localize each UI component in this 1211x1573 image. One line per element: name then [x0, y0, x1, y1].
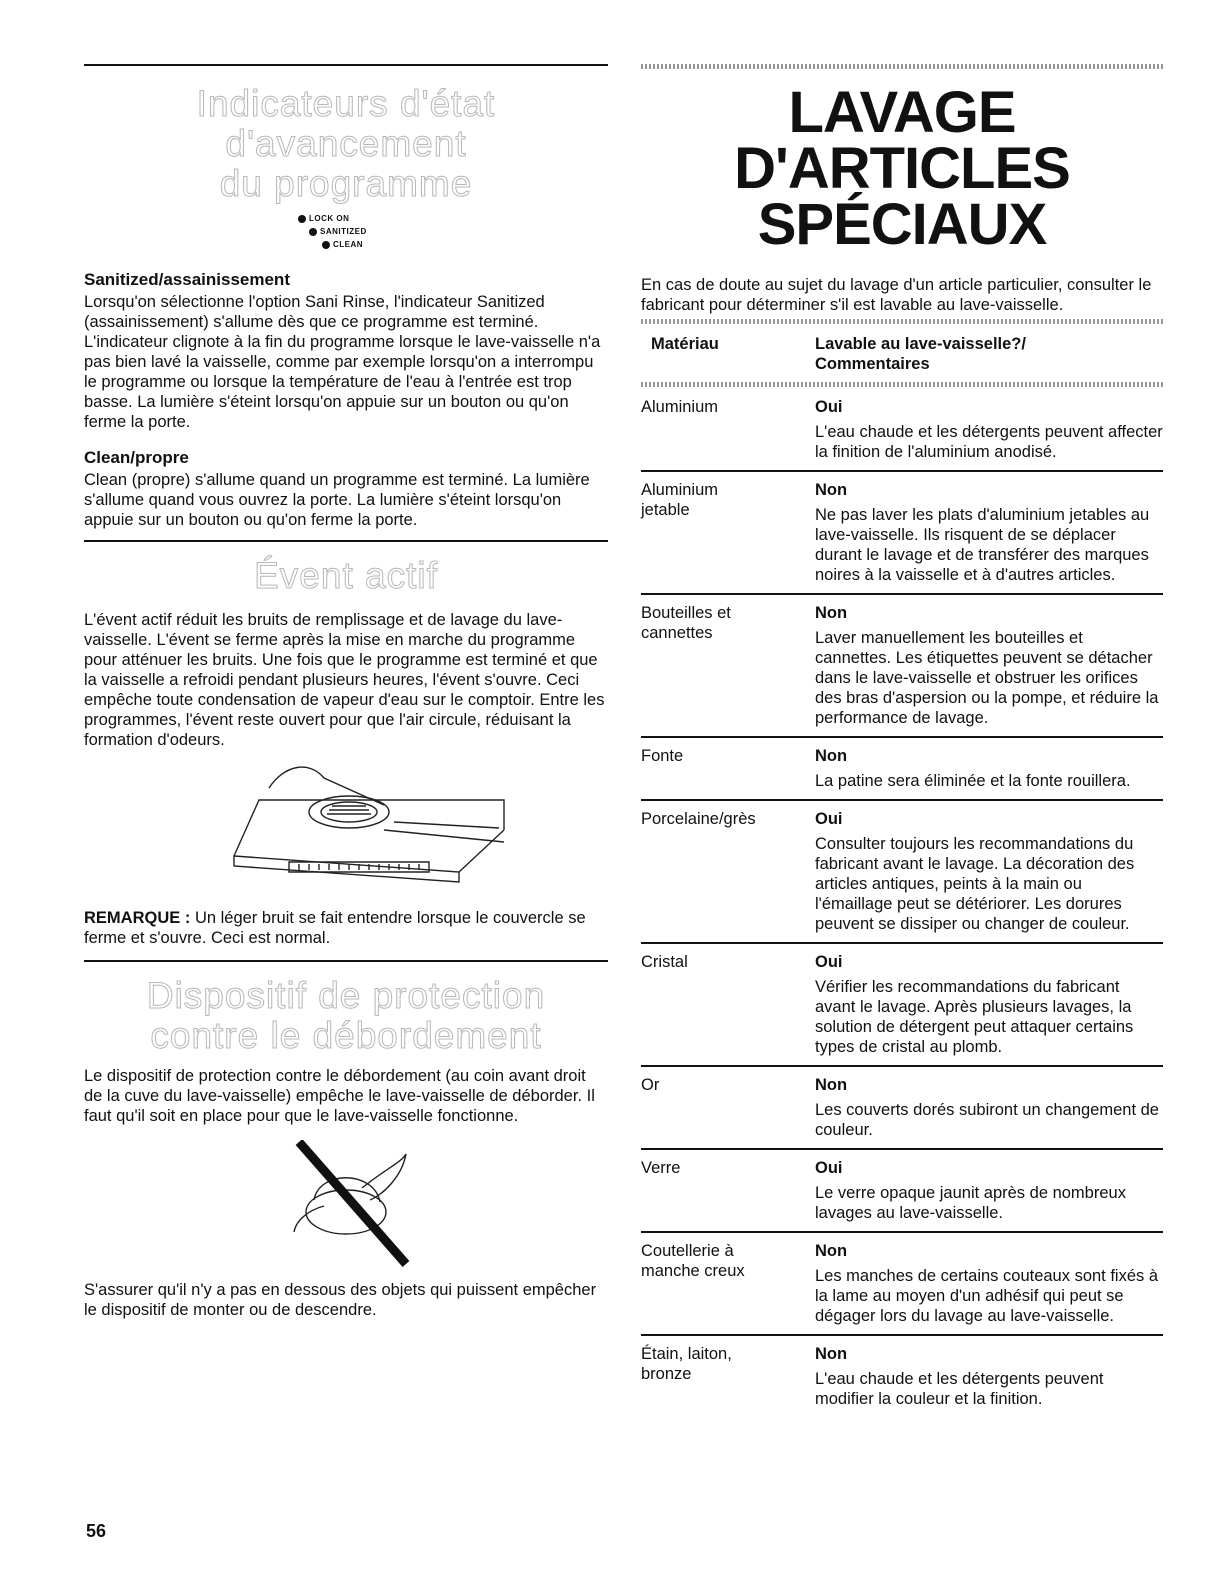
- table-row: [641, 1148, 1163, 1231]
- vent-illustration: [84, 760, 608, 900]
- overflow-text: Le dispositif de protection contre le débordement (au coin avant droit de la cuve du lave-vaisselle) empêche le lave-vaisselle de déborder. Il faut qu'il soit en place pour que le lave-vaisselle fonctionne.: [84, 1067, 595, 1125]
- comment-cell: [815, 480, 1163, 585]
- table-row: [641, 1231, 1163, 1334]
- indicator-dot-icon: [298, 215, 306, 223]
- verdict: Non: [815, 1076, 848, 1094]
- column-header-material: Matériau: [651, 335, 719, 353]
- column-header-washable: [815, 334, 1163, 374]
- table-header: [641, 324, 1163, 382]
- top-rule-right: [641, 64, 1163, 69]
- material-cell: Bouteilles et cannettes: [641, 604, 731, 642]
- material-cell: Porcelaine/grès: [641, 810, 756, 828]
- page-number: 56: [86, 1521, 107, 1541]
- material-cell: Fonte: [641, 747, 684, 765]
- verdict: Oui: [815, 1159, 843, 1177]
- section-divider: [84, 540, 608, 542]
- verdict: Non: [815, 747, 848, 765]
- overflow-note: S'assurer qu'il n'y a pas en dessous des objets qui puissent empêcher le dispositif de monter ou de descendre.: [84, 1281, 597, 1319]
- section-title-line: Indicateurs d'état d'avancement: [196, 83, 496, 164]
- right-column: [641, 64, 1163, 1417]
- overflow-illustration: [84, 1140, 608, 1270]
- indicator-label: CLEAN: [333, 240, 364, 249]
- table-row: [641, 1065, 1163, 1148]
- table-row: [641, 736, 1163, 799]
- comment-text: Les couverts dorés subiront un changement de couleur.: [815, 1101, 1159, 1139]
- comment-text: L'eau chaude et les détergents peuvent affecter la finition de l'aluminium anodisé.: [815, 423, 1163, 461]
- verdict: Oui: [815, 398, 843, 416]
- indicator-dot-icon: [322, 241, 330, 249]
- clean-heading: Clean/propre: [84, 448, 189, 467]
- table-row: [641, 470, 1163, 593]
- vent-drawing: [84, 760, 608, 900]
- indicator-label: SANITIZED: [320, 227, 367, 236]
- comment-text: Laver manuellement les bouteilles et cannettes. Les étiquettes peuvent se détacher dans le lave-vaisselle et obstruer les orifices des bras d'aspersion ou la pompe, et réduire la performance de lavage.: [815, 629, 1159, 727]
- indicator-label: LOCK ON: [309, 214, 350, 223]
- comment-cell: [815, 1158, 1163, 1223]
- comment-text: Ne pas laver les plats d'aluminium jetables au lave-vaisselle. Ils risquent de se déplacer durant le lavage et de transférer des marques noires à la vaisselle et à d'autres articles.: [815, 506, 1150, 584]
- page-title: [641, 80, 1163, 257]
- table-row: [641, 389, 1163, 470]
- comment-text: L'eau chaude et les détergents peuvent modifier la couleur et la finition.: [815, 1370, 1104, 1408]
- material-cell: Étain, laiton, bronze: [641, 1345, 732, 1383]
- verdict: Non: [815, 1242, 848, 1260]
- comment-text: Consulter toujours les recommandations du fabricant avant le lavage. La décoration des articles antiques, peints à la main ou l'émaillage peut se détériorer. Les dorures peuvent se dissiper ou changer de couleur.: [815, 835, 1135, 933]
- comment-text: La patine sera éliminée et la fonte rouillera.: [815, 772, 1131, 790]
- comment-cell: [815, 809, 1163, 934]
- indicator-lights-panel: [84, 204, 608, 264]
- verdict: Non: [815, 604, 848, 622]
- materials-table: [641, 387, 1163, 1417]
- material-cell: Coutellerie à manche creux: [641, 1242, 745, 1280]
- overflow-float-prohibited-icon: [84, 1140, 608, 1270]
- section-divider: [84, 960, 608, 962]
- comment-cell: [815, 746, 1163, 791]
- comment-text: Le verre opaque jaunit après de nombreux lavages au lave-vaisselle.: [815, 1184, 1126, 1222]
- section-title-line: du programme: [219, 163, 473, 204]
- indicator-sanitized: [309, 227, 367, 236]
- top-rule-left: [84, 64, 608, 66]
- remark-paragraph: [84, 908, 608, 948]
- material-cell: Aluminium: [641, 398, 719, 416]
- material-cell: Aluminium jetable: [641, 481, 719, 519]
- table-top-rule: [641, 319, 1163, 324]
- vent-text: L'évent actif réduit les bruits de remplissage et de lavage du lave-vaisselle. L'évent se ferme après la mise en marche du programme pour atténuer les bruits. Une fois que le programme est terminé et que la vaisselle a refroidi pendant plusieurs heures, l'évent s'ouvre. Ceci empêche toute condensation de vapeur d'eau sur le comptoir. Entre les programmes, l'évent reste ouvert pour que l'air circule, réduisant la formation d'odeurs.: [84, 611, 605, 749]
- section-title-line: Dispositif de protection: [146, 975, 546, 1016]
- comment-text: Vérifier les recommandations du fabricant avant le lavage. Après plusieurs lavages, la solution de détergent peut attaquer certains types de cristal au plomb.: [815, 978, 1134, 1056]
- clean-text: Clean (propre) s'allume quand un programme est terminé. La lumière s'allume quand vous ouvrez la porte. La lumière s'éteint lorsqu'on appuie sur un bouton ou qu'on ferme la porte.: [84, 471, 590, 529]
- left-column: [84, 64, 608, 1320]
- table-row: [641, 1334, 1163, 1417]
- column-header-line: Commentaires: [815, 355, 930, 373]
- indicator-dot-icon: [309, 228, 317, 236]
- indicator-clean: [322, 240, 363, 249]
- section-title-overflow: [84, 976, 608, 1056]
- remark-text: Un léger bruit se fait entendre lorsque le couvercle se ferme et s'ouvre. Ceci est normal.: [84, 909, 586, 947]
- comment-cell: [815, 1241, 1163, 1326]
- verdict: Non: [815, 1345, 848, 1363]
- comment-cell: [815, 1075, 1163, 1140]
- table-row: [641, 942, 1163, 1065]
- comment-cell: [815, 603, 1163, 728]
- section-title-indicators: [84, 84, 608, 204]
- table-row: [641, 799, 1163, 942]
- material-cell: Cristal: [641, 953, 688, 971]
- section-title-vent: Évent actif: [254, 555, 438, 596]
- table-row: [641, 593, 1163, 736]
- table-header-rule: [641, 382, 1163, 387]
- verdict: Oui: [815, 810, 843, 828]
- sanitized-text: Lorsqu'on sélectionne l'option Sani Rinse, l'indicateur Sanitized (assainissement) s'allume dès que ce programme est terminé. L'indicateur clignote à la fin du programme lorsque le lave-vaisselle n'a pas bien lavé la vaisselle, comme par exemple lorsqu'on a interrompu le programme ou lorsque la température de l'eau à l'entrée est trop basse. La lumière s'éteint lorsqu'on appuie sur un bouton ou qu'on ferme la porte.: [84, 293, 601, 431]
- verdict: Non: [815, 481, 848, 499]
- comment-cell: [815, 1344, 1163, 1409]
- comment-cell: [815, 397, 1163, 462]
- material-cell: Verre: [641, 1159, 681, 1177]
- column-header-line: Lavable au lave-vaisselle?/: [815, 335, 1026, 353]
- page-title-line: LAVAGE D'ARTICLES: [734, 80, 1070, 201]
- intro-text: En cas de doute au sujet du lavage d'un article particulier, consulter le fabricant pour déterminer s'il est lavable au lave-vaisselle.: [641, 276, 1152, 314]
- comment-cell: [815, 952, 1163, 1057]
- remark-label: REMARQUE :: [84, 909, 191, 927]
- material-cell: Or: [641, 1076, 660, 1094]
- section-title-line: contre le débordement: [150, 1015, 542, 1056]
- indicator-lock-on: [298, 214, 349, 223]
- sanitized-heading: Sanitized/assainissement: [84, 270, 290, 289]
- verdict: Oui: [815, 953, 843, 971]
- comment-text: Les manches de certains couteaux sont fixés à la lame au moyen d'un adhésif qui peut se dégager lors du lavage au lave-vaisselle.: [815, 1267, 1159, 1325]
- page-title-line: SPÉCIAUX: [757, 192, 1047, 257]
